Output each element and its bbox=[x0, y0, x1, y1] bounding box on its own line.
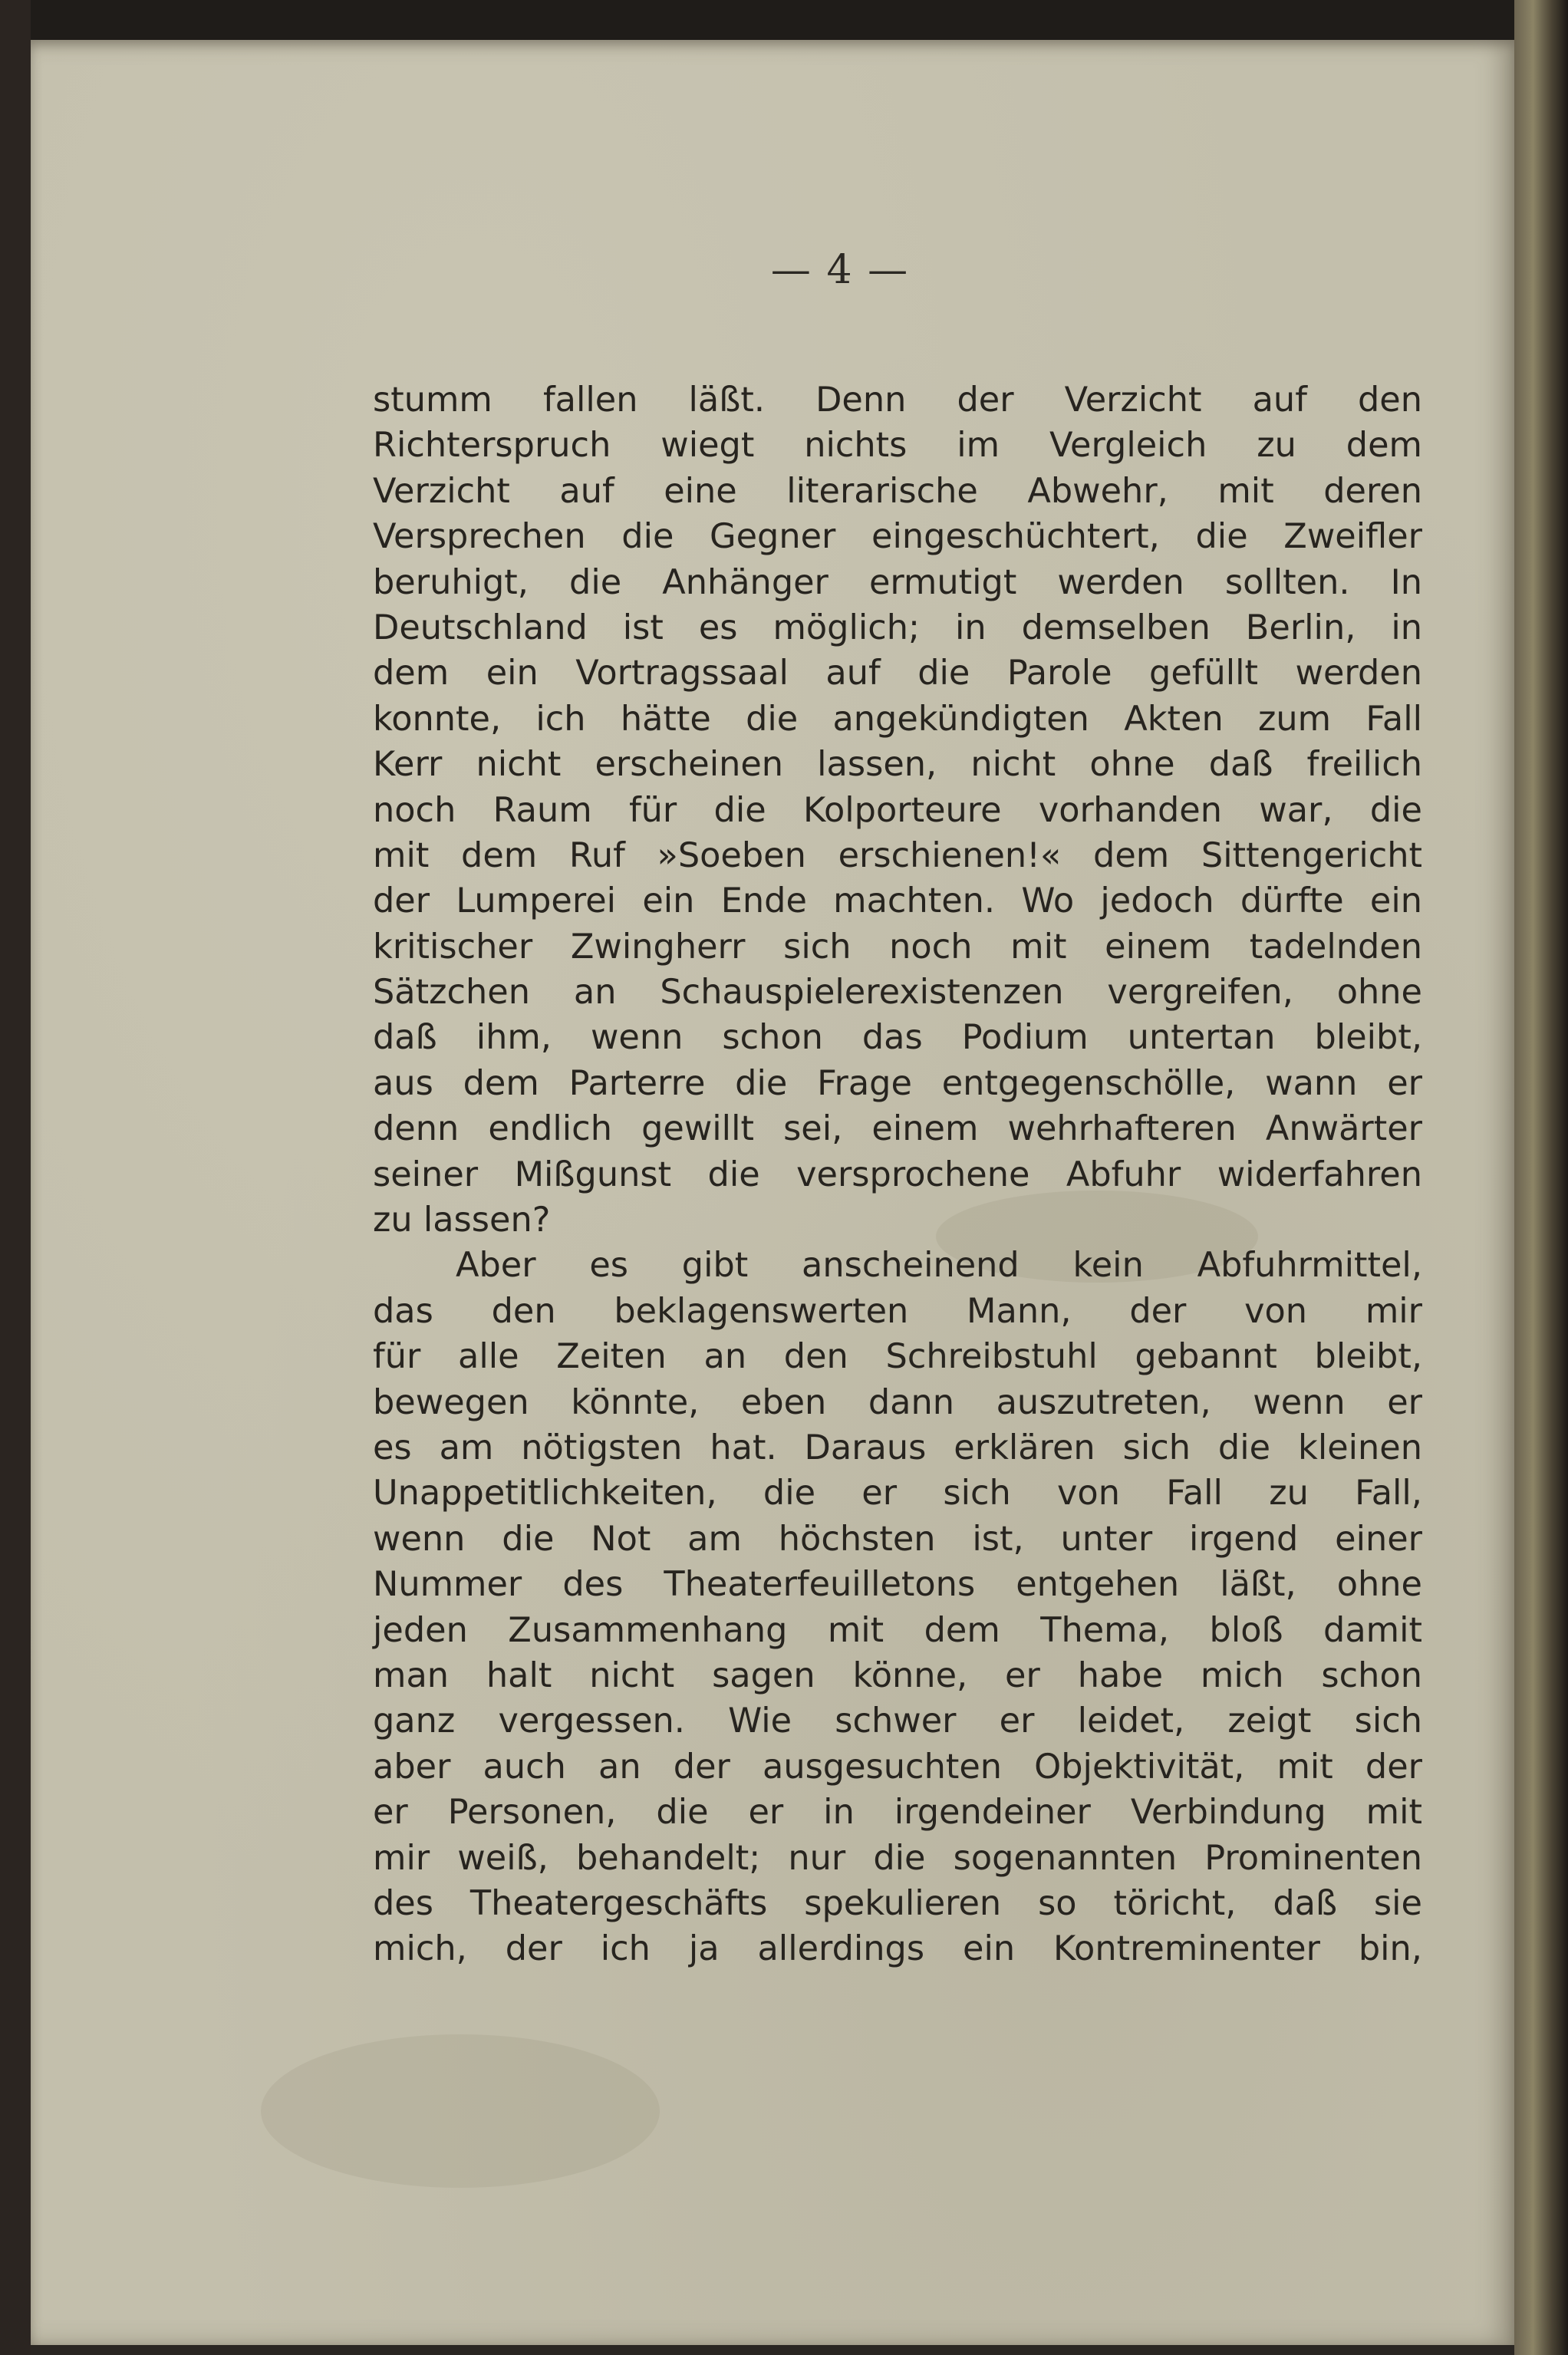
page-number: — 4 — bbox=[770, 247, 910, 293]
text-line: Unappetitlichkeiten, die er sich von Fall zu Fall, bbox=[373, 1473, 1422, 1513]
text-line: denn endlich gewillt sei, einem wehrhafteren Anwärter bbox=[373, 1108, 1422, 1149]
text-line: mit dem Ruf »Soeben erschienen!« dem Sittengericht bbox=[373, 835, 1422, 875]
text-line: daß ihm, wenn schon das Podium untertan bleibt, bbox=[373, 1017, 1422, 1058]
paper-stain bbox=[261, 2034, 660, 2188]
text-line: noch Raum für die Kolporteure vorhanden war, die bbox=[373, 789, 1422, 830]
text-line: zu lassen? bbox=[373, 1200, 551, 1240]
text-line: seiner Mißgunst die versprochene Abfuhr widerfahren bbox=[373, 1154, 1422, 1194]
text-line: für alle Zeiten an den Schreibstuhl gebannt bleibt, bbox=[373, 1336, 1422, 1377]
text-line: stumm fallen läßt. Denn der Verzicht auf den bbox=[373, 380, 1422, 420]
body-text bbox=[373, 377, 1422, 1972]
text-line: der Lumperei ein Ende machten. Wo jedoch dürfte ein bbox=[373, 881, 1422, 921]
text-line: dem ein Vortragssaal auf die Parole gefüllt werden bbox=[373, 653, 1422, 693]
text-line: Nummer des Theaterfeuilletons entgehen läßt, ohne bbox=[373, 1564, 1422, 1605]
text-line: wenn die Not am höchsten ist, unter irgend einer bbox=[373, 1518, 1422, 1559]
text-line: kritischer Zwingherr sich noch mit einem tadelnden bbox=[373, 926, 1422, 967]
text-line: man halt nicht sagen könne, er habe mich schon bbox=[373, 1655, 1422, 1695]
text-line: er Personen, die er in irgendeiner Verbindung mit bbox=[373, 1792, 1422, 1833]
text-line: jeden Zusammenhang mit dem Thema, bloß damit bbox=[373, 1609, 1422, 1650]
paragraph-1 bbox=[373, 377, 1422, 1243]
text-line: Aber es gibt anscheinend kein Abfuhrmittel, bbox=[456, 1245, 1422, 1286]
text-line: ganz vergessen. Wie schwer er leidet, zeigt sich bbox=[373, 1701, 1422, 1741]
text-line: Kerr nicht erscheinen lassen, nicht ohne daß freilich bbox=[373, 744, 1422, 785]
scan-background-left bbox=[0, 0, 31, 2355]
text-line: beruhigt, die Anhänger ermutigt werden sollten. In bbox=[373, 562, 1422, 602]
text-line: aber auch an der ausgesuchten Objektivität, mit der bbox=[373, 1746, 1422, 1787]
text-line: bewegen könnte, eben dann auszutreten, wenn er bbox=[373, 1382, 1422, 1422]
text-line: mir weiß, behandelt; nur die sogenannten Prominenten bbox=[373, 1837, 1422, 1878]
text-line: Sätzchen an Schauspielerexistenzen vergreifen, ohne bbox=[373, 972, 1422, 1013]
text-line: das den beklagenswerten Mann, der von mir bbox=[373, 1290, 1422, 1331]
text-line: mich, der ich ja allerdings ein Kontreminenter bin, bbox=[373, 1928, 1422, 1969]
text-line: Versprechen die Gegner eingeschüchtert, die Zweifler bbox=[373, 516, 1422, 557]
text-line: Verzicht auf eine literarische Abwehr, mit deren bbox=[373, 470, 1422, 511]
text-line: Richterspruch wiegt nichts im Vergleich zu dem bbox=[373, 425, 1422, 466]
scan-background-top bbox=[0, 0, 1568, 44]
text-line: konnte, ich hätte die angekündigten Akten zum Fall bbox=[373, 698, 1422, 739]
scan-page-edge-right bbox=[1514, 0, 1568, 2355]
text-line: des Theatergeschäfts spekulieren so töricht, daß sie bbox=[373, 1882, 1422, 1923]
text-line: es am nötigsten hat. Daraus erklären sich die kleinen bbox=[373, 1427, 1422, 1467]
text-line: Deutschland ist es möglich; in demselben Berlin, in bbox=[373, 607, 1422, 647]
text-line: aus dem Parterre die Frage entgegenschölle, wann er bbox=[373, 1062, 1422, 1103]
paragraph-2 bbox=[373, 1243, 1422, 1971]
